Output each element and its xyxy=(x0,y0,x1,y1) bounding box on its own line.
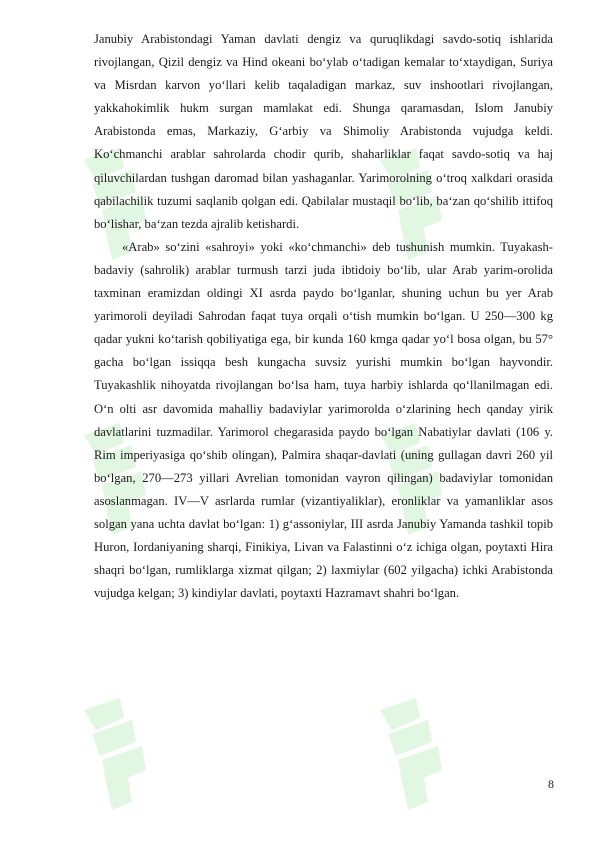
body-text xyxy=(94,28,553,605)
page-number: 8 xyxy=(548,777,554,791)
watermark-logo xyxy=(368,690,458,820)
paragraph: Janubiy Arabistondagi Yaman davlati dengiz va quruqlikdagi savdo-sotiq ishlarida rivojlangan, Qizil dengiz va Hind okeani bo‘ylab o‘tadigan kemalar to‘xtaydigan, Suriya va Misrdan karvon yo‘llari kelib taqaladigan markaz, suv inshootlari rivojlangan, yakkahokimlik hukm surgan mamlakat edi. Shunga qaramasdan, Islom Janubiy Arabistonda emas, Markaziy, G‘arbiy va Shimoliy Arabistonda vujudga keldi. Ko‘chmanchi arablar sahrolarda chodir qurib, shaharliklar faqat savdo-sotiq va haj qiluvchilardan tushgan daromad bilan yashaganlar. Yarimorolning o‘troq xalkdari orasida qabilachilik tuzumi saqlanib qolgan edi. Qabilalar mustaqil bo‘lib, ba‘zan qo‘shilib ittifoq bo‘lishar, ba‘zan tezda ajralib ketishardi. xyxy=(94,32,553,231)
watermark-logo xyxy=(72,690,162,820)
paragraph: «Arab» so‘zini «sahroyi» yoki «ko‘chmanchi» deb tushunish mumkin. Tuyakash-badaviy (sahrolik) arablar turmush tarzi juda ibtidoiy bo‘lib, ular Arab yarim-orolida taxminan eramizdan oldingi XI asrda paydo bo‘lganlar, shuning uchun bu yer Arab yarimoroli deyiladi Sahrodan faqat tuya orqali o‘tish mumkin bo‘lgan. U 250—300 kg qadar yukni ko‘tarish qobiliyatiga ega, bir kunda 160 kmga qadar yo‘l bosa olgan, bu 57° gacha bo‘lgan issiqqa besh kungacha suvsiz yurishi mumkin bo‘lgan hayvondir. Tuyakashlik nihoyatda rivojlangan bo‘lsa ham, tuya harbiy ishlarda qo‘llanilmagan edi. O‘n olti asr davomida mahalliy badaviylar yarimorolda o‘zlarining hech qanday yirik davlatlarini tuzmadilar. Yarimorol chegarasida paydo bo‘lgan Nabatiylar davlati (106 y. Rim imperiyasiga qo‘shib olingan), Palmira shaqar-davlati (uning gullagan davri 260 yil bo‘lgan, 270—273 yillari Avrelian tomonidan vayron qilingan) badaviylar tomonidan asoslanmagan. IV—V asrlarda rumlar (vizantiyaliklar), eronliklar va yamanliklar asos solgan yana uchta davlat bo‘lgan: 1) g‘assoniylar, III asrda Janubiy Yamanda tashkil topib Huron, Iordaniyaning sharqi, Finikiya, Livan va Falastinni o‘z ichiga olgan, poytaxti Hira shaqri bo‘lgan, rumliklarga xizmat qilgan; 2) laxmiylar (602 yilgacha) ichki Arabistonda vujudga kelgan; 3) kindiylar davlati, poytaxti Hazramavt shahri bo‘lgan. xyxy=(94,239,553,601)
